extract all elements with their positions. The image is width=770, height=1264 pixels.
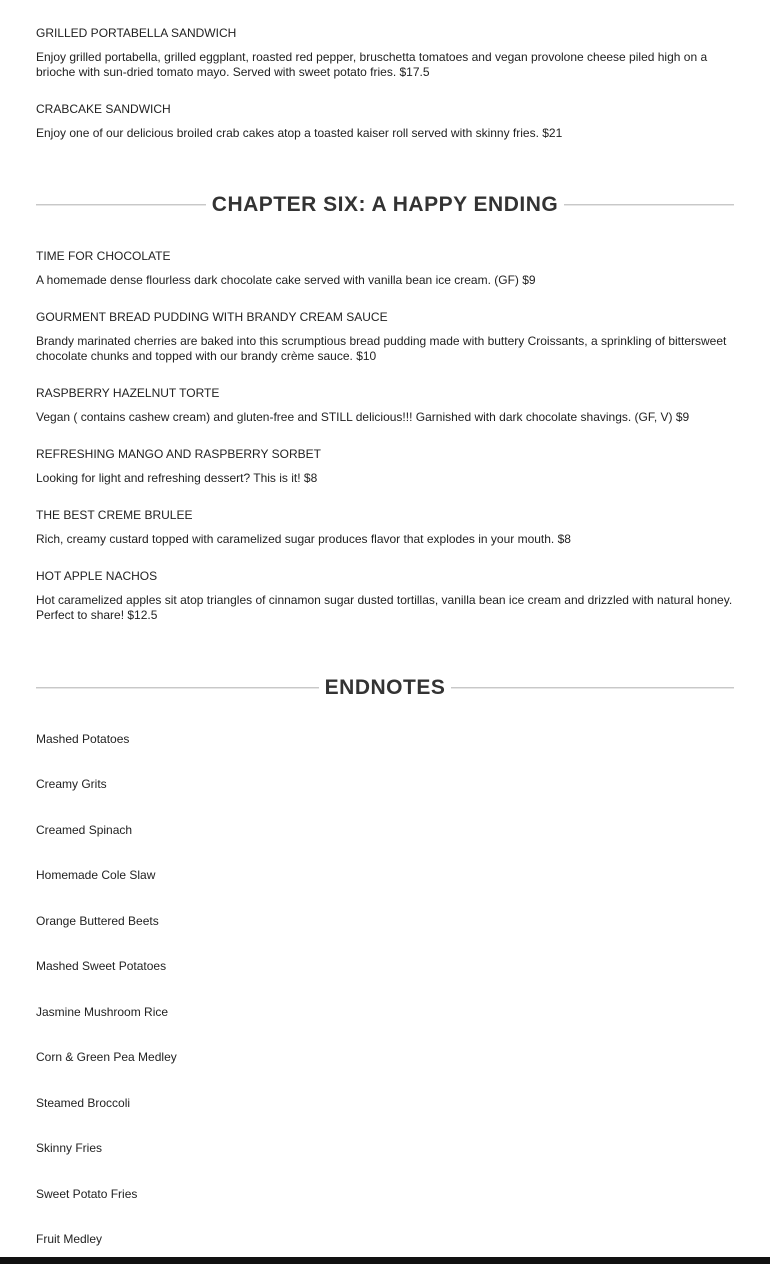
dessert-item-name: TIME FOR CHOCOLATE (36, 249, 171, 263)
section-heading-endnotes (36, 673, 734, 703)
dessert-item-name: HOT APPLE NACHOS (36, 569, 158, 583)
menu-item-name: GRILLED PORTABELLA SANDWICH (36, 26, 237, 40)
dessert-item (36, 508, 734, 547)
section-heading-dessert (36, 190, 734, 220)
endnote-item: Creamed Spinach (36, 823, 133, 837)
menu-item (36, 26, 734, 80)
menu-item-description: Enjoy grilled portabella, grilled eggplant, roasted red pepper, bruschetta tomatoes and vegan provolone cheese piled high on a brioche with sun-dried tomato mayo. Served with sweet potato fries. $17.5 (36, 50, 708, 79)
dessert-item (36, 249, 734, 288)
menu-item-name: CRABCAKE SANDWICH (36, 102, 171, 116)
section-title: CHAPTER SIX: A HAPPY ENDING (211, 193, 559, 216)
dessert-item-description: Looking for light and refreshing dessert? This is it! $8 (36, 471, 318, 485)
bottom-bar (0, 1257, 770, 1264)
endnote-item: Skinny Fries (36, 1141, 103, 1155)
dessert-item (36, 447, 734, 486)
endnote-item: Corn & Green Pea Medley (36, 1050, 177, 1064)
section-title: ENDNOTES (324, 676, 446, 699)
heading-rule-right (451, 687, 734, 689)
dessert-item-description: Vegan ( contains cashew cream) and gluten-free and STILL delicious!!! Garnished with dark chocolate shavings. (GF, V) $9 (36, 410, 690, 424)
endnote-item: Sweet Potato Fries (36, 1187, 138, 1201)
dessert-item-name: REFRESHING MANGO AND RASPBERRY SORBET (36, 447, 321, 461)
dessert-item-description: Hot caramelized apples sit atop triangles of cinnamon sugar dusted tortillas, vanilla bean ice cream and drizzled with natural honey. Perfect to share! $12.5 (36, 593, 733, 622)
dessert-item (36, 386, 734, 425)
dessert-item-name: THE BEST CREME BRULEE (36, 508, 193, 522)
endnote-item: Mashed Potatoes (36, 732, 130, 746)
dessert-item-description: A homemade dense flourless dark chocolate cake served with vanilla bean ice cream. (GF) $9 (36, 273, 536, 287)
dessert-item-name: GOURMENT BREAD PUDDING WITH BRANDY CREAM SAUCE (36, 310, 388, 324)
dessert-item (36, 310, 734, 364)
dessert-item-description: Brandy marinated cherries are baked into this scrumptious bread pudding made with buttery Croissants, a sprinkling of bittersweet chocolate chunks and topped with our brandy crème sauce. $10 (36, 334, 727, 363)
dessert-item-description: Rich, creamy custard topped with caramelized sugar produces flavor that explodes in your mouth. $8 (36, 532, 571, 546)
endnote-item: Steamed Broccoli (36, 1096, 131, 1110)
heading-rule-right (564, 204, 734, 206)
dessert-item-name: RASPBERRY HAZELNUT TORTE (36, 386, 220, 400)
endnote-item: Homemade Cole Slaw (36, 868, 156, 882)
endnote-item: Creamy Grits (36, 777, 107, 791)
endnote-item: Orange Buttered Beets (36, 914, 159, 928)
heading-rule-left (36, 204, 206, 206)
endnote-item: Jasmine Mushroom Rice (36, 1005, 169, 1019)
heading-rule-left (36, 687, 319, 689)
menu-item-description: Enjoy one of our delicious broiled crab cakes atop a toasted kaiser roll served with skinny fries. $21 (36, 126, 563, 140)
endnote-item: Fruit Medley (36, 1232, 103, 1246)
dessert-item (36, 569, 734, 623)
menu-item (36, 102, 734, 141)
endnote-item: Mashed Sweet Potatoes (36, 959, 167, 973)
